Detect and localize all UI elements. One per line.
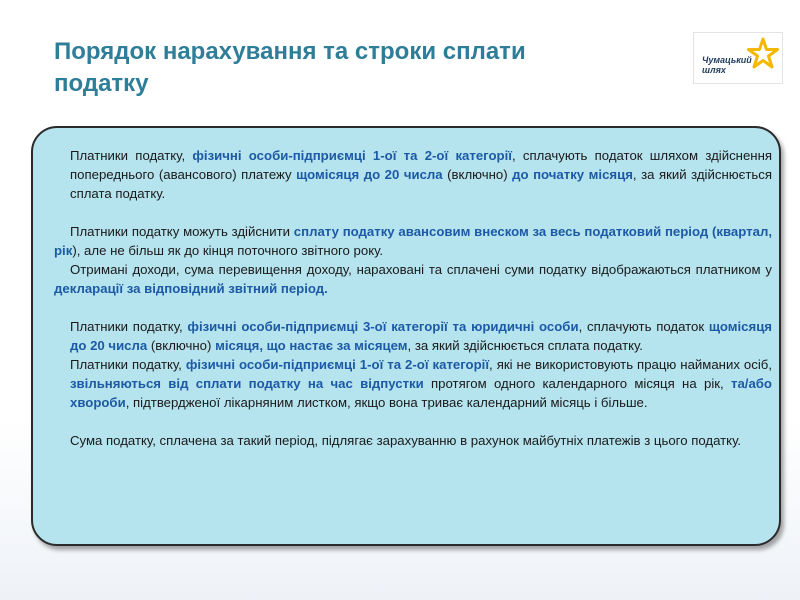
highlight-text: декларації за відповідний звітний період.	[54, 281, 328, 296]
spacer	[54, 203, 772, 222]
text: , за який здійснюється сплата податку.	[407, 338, 643, 353]
highlight-text: сплату податку авансовим внеском за весь податковий період (квартал, рік	[54, 224, 772, 258]
text: , сплачують податок	[578, 319, 709, 334]
text: , підтвердженої лікарняним листком, якщо вона триває календарний місяць і більше.	[125, 395, 648, 410]
text: Платники податку,	[70, 319, 188, 334]
text: (включно)	[147, 338, 216, 353]
text: , сплачують податок шляхом здійснення попереднього (авансового) платежу	[70, 148, 772, 182]
list-item	[54, 146, 772, 203]
text: Отримані доходи, сума перевищення доходу, нараховані та сплачені суми податку відображаються платником у	[70, 262, 772, 277]
highlight-text: місяця, що настає за місяцем	[215, 338, 408, 353]
text: Сума податку, сплачена за такий період, підлягає зарахуванню в рахунок майбутніх платежів з цього податку.	[70, 433, 742, 448]
highlight-text: фізичні особи-підприємці 1-ої та 2-ої категорії	[185, 357, 490, 372]
text: ), але не більш як до кінця поточного звітного року.	[72, 243, 384, 258]
paragraph	[54, 222, 772, 260]
text: (включно)	[442, 167, 513, 182]
text: Платники податку можуть здійснити	[70, 224, 294, 239]
spacer	[54, 412, 772, 431]
paragraph	[54, 260, 772, 298]
paragraph	[54, 431, 772, 450]
text: Платники податку,	[70, 357, 186, 372]
text: , за який здійснюється сплата податку.	[70, 167, 772, 201]
highlight-text: щомісяця до 20 числа	[70, 319, 772, 353]
panel-content	[54, 146, 772, 450]
slide-title-line-1: Порядок нарахування та строки сплати	[54, 38, 526, 65]
text: протягом одного календарного місяця на рік,	[423, 376, 731, 391]
list-item	[54, 355, 772, 412]
spacer	[54, 298, 772, 317]
highlight-text: та/або хвороби	[70, 376, 772, 410]
highlight-text: щомісяця до 20 числа	[296, 167, 443, 182]
highlight-text: звільняються від сплати податку на час відпустки	[70, 376, 424, 391]
text: , які не використовують працю найманих осіб,	[489, 357, 772, 372]
logo-text: Чумацький шлях	[702, 55, 752, 75]
chumatskyi-shliakh-logo	[693, 32, 783, 84]
text: Платники податку,	[70, 148, 193, 163]
highlight-text: фізичні особи-підприємці 1-ої та 2-ої категорії	[192, 148, 512, 163]
highlight-text: до початку місяця	[512, 167, 633, 182]
list-item	[54, 317, 772, 355]
highlight-text: фізичні особи-підприємці 3-ої категорії та юридичні особи	[187, 319, 579, 334]
slide-title	[54, 36, 654, 100]
slide-title-line-2: податку	[54, 70, 149, 97]
